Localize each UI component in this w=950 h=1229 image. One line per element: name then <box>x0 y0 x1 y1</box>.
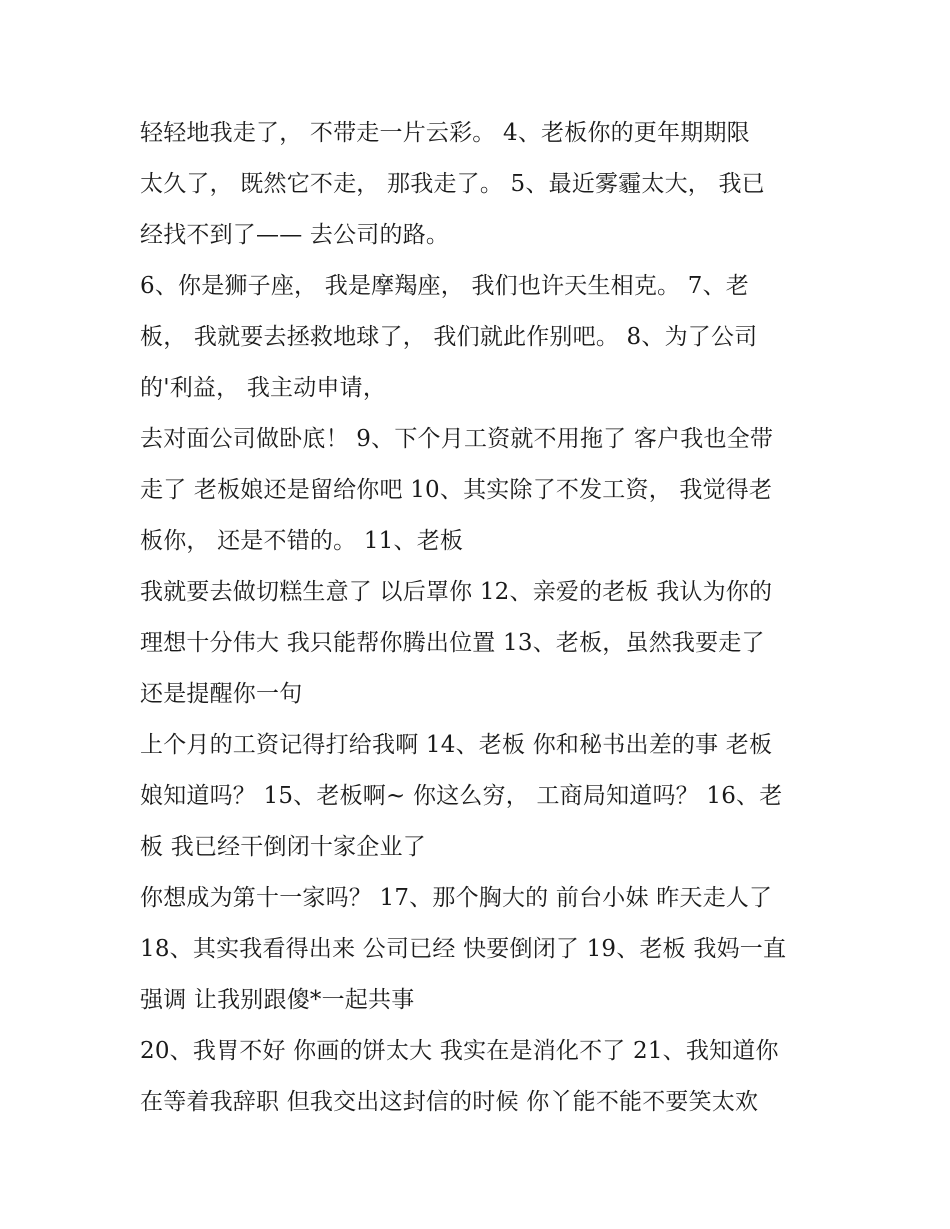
text-line: 还是提醒你一句 <box>140 681 303 707</box>
text-line: 20、我胃不好 你画的饼太大 我实在是消化不了 21、我知道你 <box>140 1038 779 1064</box>
text-line: 你想成为第十一家吗？ 17、那个胸大的 前台小妹 昨天走人了 <box>140 885 773 911</box>
text-line: 轻轻地我走了， 不带走一片云彩。 4、老板你的更年期期限 <box>140 120 750 146</box>
text-line: 18、其实我看得出来 公司已经 快要倒闭了 19、老板 我妈一直 <box>140 936 787 962</box>
document-body <box>140 108 830 1128</box>
text-line: 上个月的工资记得打给我啊 14、老板 你和秘书出差的事 老板 <box>140 732 773 758</box>
text-line: 板你， 还是不错的。 11、老板 <box>140 528 464 554</box>
text-line: 去对面公司做卧底！ 9、下个月工资就不用拖了 客户我也全带 <box>140 426 774 452</box>
text-line: 娘知道吗？ 15、老板啊~ 你这么穷， 工商局知道吗？ 16、老 <box>140 783 783 809</box>
text-line: 在等着我辞职 但我交出这封信的时候 你丫能不能不要笑太欢 <box>140 1089 759 1115</box>
text-line: 板， 我就要去拯救地球了， 我们就此作别吧。 8、为了公司 <box>140 324 758 350</box>
text-line: 经找不到了—— 去公司的路。 <box>140 222 450 248</box>
text-line: 走了 老板娘还是留给你吧 10、其实除了不发工资， 我觉得老 <box>140 477 773 503</box>
text-line: 我就要去做切糕生意了 以后罩你 12、亲爱的老板 我认为你的 <box>140 579 773 605</box>
text-line: 板 我已经干倒闭十家企业了 <box>140 834 426 860</box>
text-line: 太久了， 既然它不走， 那我走了。 5、最近雾霾太大， 我已 <box>140 171 765 197</box>
text-line: 6、你是狮子座， 我是摩羯座， 我们也许天生相克。 7、老 <box>140 273 749 299</box>
text-line: 强调 让我别跟傻*一起共事 <box>140 987 415 1013</box>
text-line: 的'利益， 我主动申请， <box>140 375 387 401</box>
text-line: 理想十分伟大 我只能帮你腾出位置 13、老板，虽然我要走了 <box>140 630 765 656</box>
